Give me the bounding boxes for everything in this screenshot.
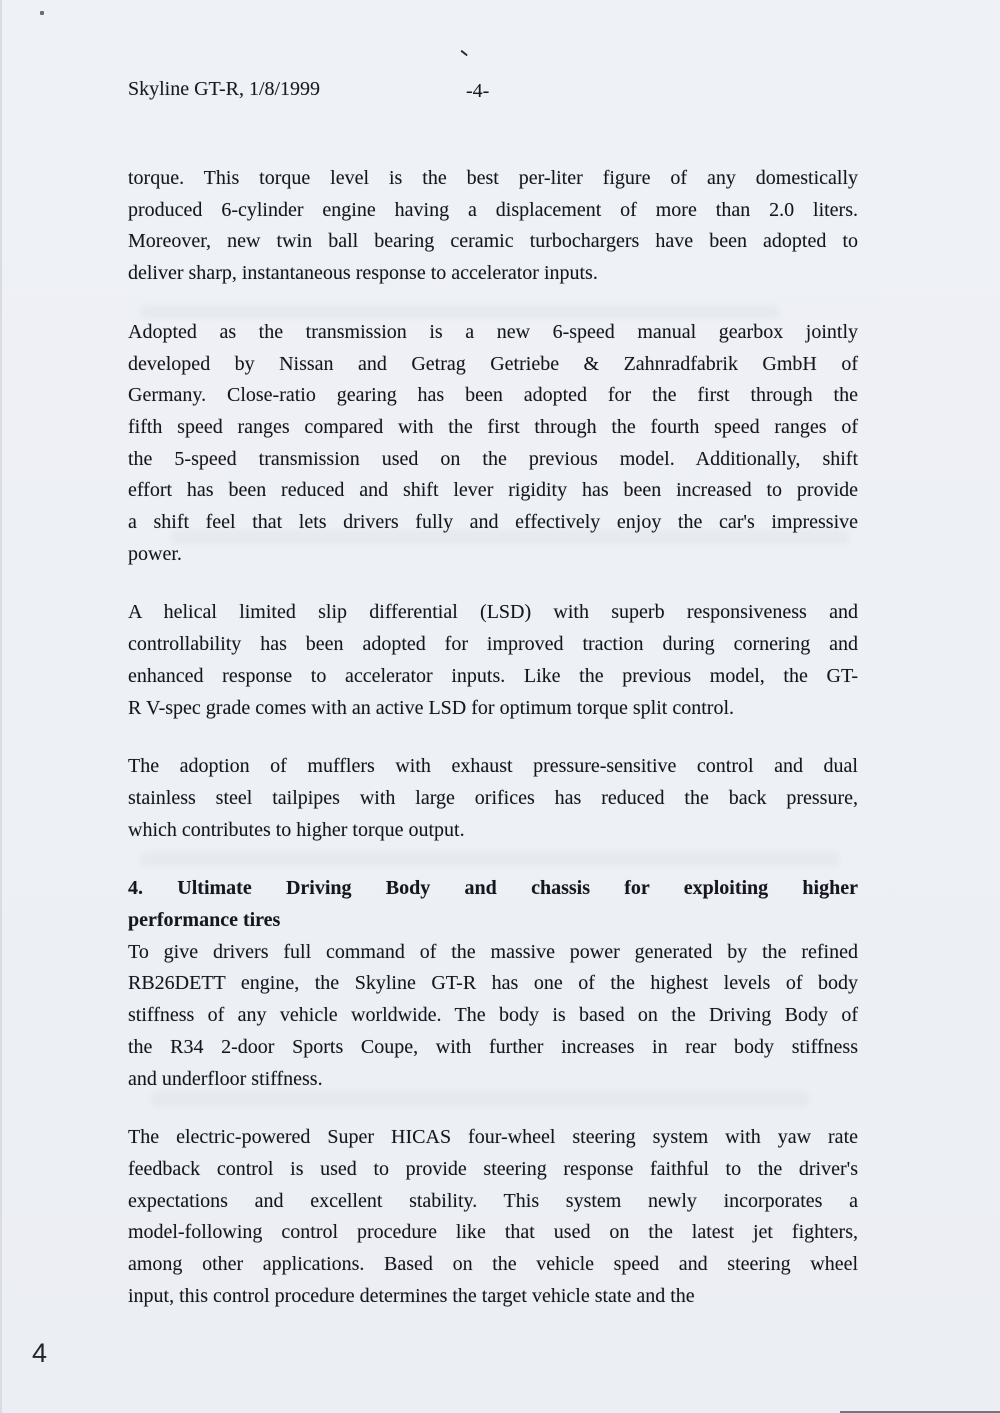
- text-line: Moreover, new twin ball bearing ceramic turbochargers have been adopted to: [128, 230, 858, 253]
- text-line: model-following control procedure like that used on the latest jet fighters,: [128, 1221, 858, 1244]
- text-line: which contributes to higher torque output.: [128, 818, 465, 841]
- text-line: power.: [128, 542, 182, 565]
- text-line: torque. This torque level is the best per-liter figure of any domestically: [128, 167, 858, 189]
- text-line: the 5-speed transmission used on the previous model. Additionally, shift: [128, 447, 858, 470]
- text-line: stainless steel tailpipes with large orifices has reduced the back pressure,: [128, 786, 858, 809]
- text-line: feedback control is used to provide steering response faithful to the driver's: [128, 1157, 858, 1180]
- document-body: [128, 163, 858, 1340]
- text-line: Adopted as the transmission is a new 6-speed manual gearbox jointly: [128, 320, 858, 343]
- text-line: fifth speed ranges compared with the first through the fourth speed ranges of: [128, 415, 858, 438]
- scan-speck: [40, 11, 44, 15]
- text-line: effort has been reduced and shift lever rigidity has been increased to provide: [128, 479, 858, 502]
- page-header: [128, 78, 858, 101]
- text-line: controllability has been adopted for improved traction during cornering and: [128, 633, 858, 656]
- scan-left-edge: [0, 0, 2, 1413]
- section-heading: [128, 873, 858, 936]
- text-line: performance tires: [128, 909, 281, 932]
- text-line: 4. Ultimate Driving Body and chassis for exploiting higher: [128, 877, 858, 900]
- text-line: expectations and excellent stability. This system newly incorporates a: [128, 1189, 858, 1212]
- header-page-number: -4-: [466, 80, 490, 102]
- text-line: developed by Nissan and Getrag Getriebe & Zahnradfabrik GmbH of: [128, 352, 858, 375]
- text-line: among other applications. Based on the vehicle speed and steering wheel: [128, 1253, 858, 1276]
- text-line: The adoption of mufflers with exhaust pressure-sensitive control and dual: [128, 755, 858, 778]
- paragraph: [128, 163, 858, 290]
- paragraph: [128, 1122, 858, 1312]
- text-line: produced 6-cylinder engine having a displacement of more than 2.0 liters.: [128, 198, 858, 221]
- header-title: Skyline GT-R, 1/8/1999: [128, 78, 321, 100]
- text-line: stiffness of any vehicle worldwide. The body is based on the Driving Body of: [128, 1004, 858, 1027]
- paragraph: [128, 317, 858, 571]
- text-line: R V-spec grade comes with an active LSD for optimum torque split control.: [128, 696, 734, 719]
- text-line: the R34 2-door Sports Coupe, with further increases in rear body stiffness: [128, 1035, 858, 1058]
- scan-tick-artifact: [460, 50, 468, 57]
- text-line: input, this control procedure determines the target vehicle state and the: [128, 1284, 695, 1307]
- footer-page-number: 4: [32, 1338, 48, 1368]
- paragraph: [128, 937, 858, 1096]
- text-line: RB26DETT engine, the Skyline GT-R has one of the highest levels of body: [128, 972, 858, 995]
- text-line: To give drivers full command of the massive power generated by the refined: [128, 940, 858, 963]
- text-line: A helical limited slip differential (LSD) with superb responsiveness and: [128, 601, 858, 624]
- text-line: enhanced response to accelerator inputs. Like the previous model, the GT-: [128, 664, 858, 687]
- text-line: deliver sharp, instantaneous response to accelerator inputs.: [128, 262, 598, 285]
- paragraph: [128, 751, 858, 846]
- text-line: a shift feel that lets drivers fully and effectively enjoy the car's impressive: [128, 511, 858, 534]
- text-line: The electric-powered Super HICAS four-wheel steering system with yaw rate: [128, 1126, 858, 1149]
- text-line: Germany. Close-ratio gearing has been adopted for the first through the: [128, 384, 858, 407]
- paragraph: [128, 597, 858, 724]
- text-line: and underfloor stiffness.: [128, 1067, 323, 1090]
